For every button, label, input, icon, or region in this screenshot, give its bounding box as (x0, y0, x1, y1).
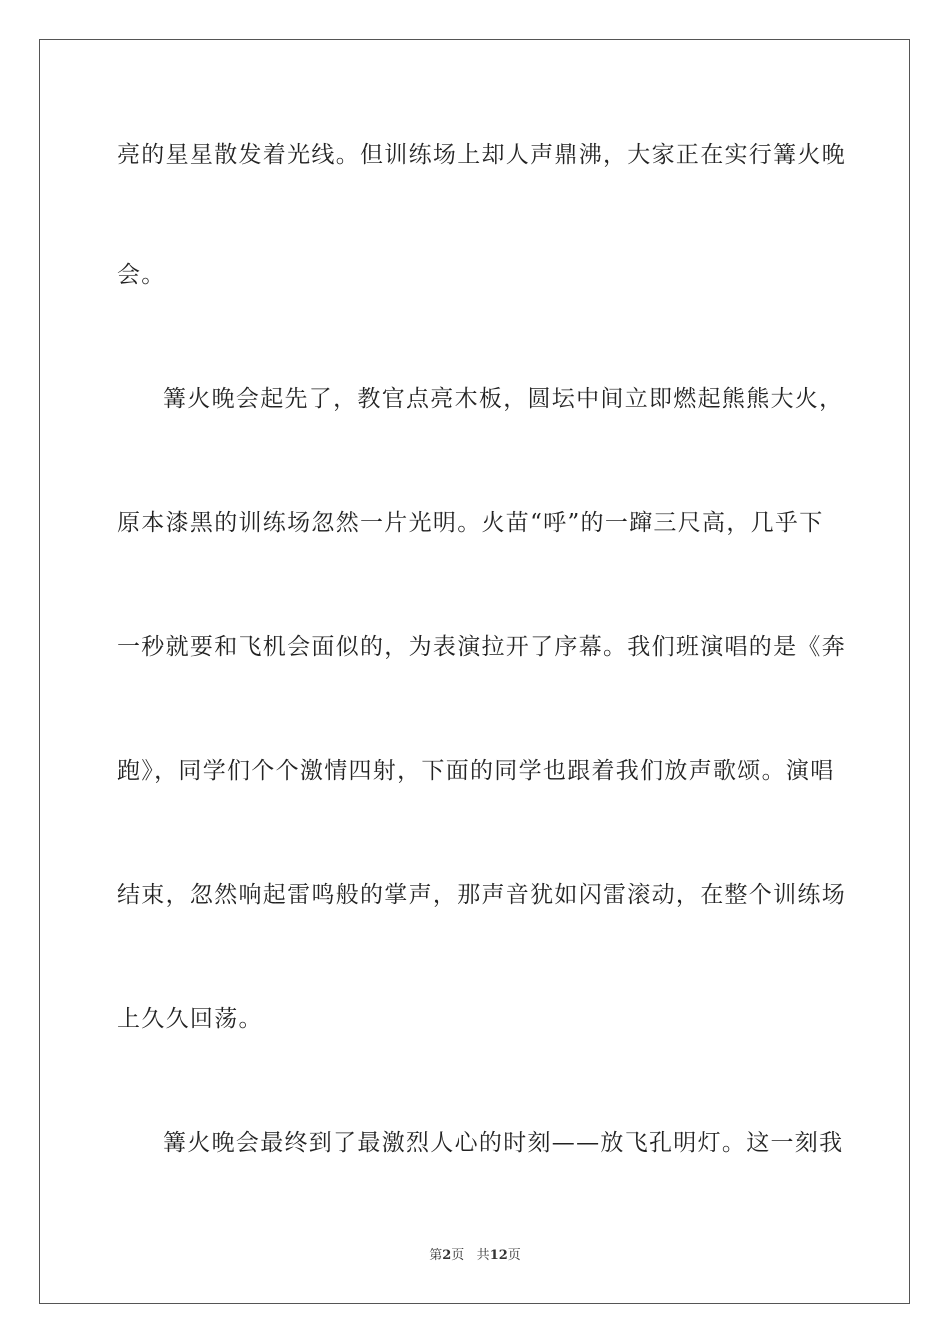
footer-total-pages: 12 (489, 1248, 508, 1263)
footer-page-number: 2 (442, 1248, 452, 1263)
body-text-line: 会。 (117, 262, 166, 288)
body-text-line: 一秒就要和飞机会面似的，为表演拉开了序幕。我们班演唱的是《奔 (117, 634, 846, 660)
footer-total-prefix: 共 (476, 1248, 490, 1263)
body-text-line: 上久久回荡。 (117, 1006, 263, 1032)
body-text-line: 原本漆黑的训练场忽然一片光明。火苗“呼”的一蹿三尺高，几乎下 (117, 510, 824, 536)
paragraph-start-line: 篝火晚会起先了，教官点亮木板，圆坛中间立即燃起熊熊大火， (163, 386, 844, 412)
paragraph-start-line: 篝火晚会最终到了最激烈人心的时刻——放飞孔明灯。这一刻我 (163, 1130, 844, 1156)
page-footer (0, 1247, 950, 1265)
footer-page-prefix: 第 (429, 1248, 443, 1263)
footer-page-suffix: 页 (451, 1248, 465, 1263)
body-text-line: 跑》，同学们个个激情四射，下面的同学也跟着我们放声歌颂。演唱 (117, 758, 835, 784)
footer-total-suffix: 页 (507, 1248, 521, 1263)
body-text-line: 亮的星星散发着光线。但训练场上却人声鼎沸，大家正在实行篝火晚 (117, 142, 846, 168)
page-border (39, 39, 910, 1304)
body-text-line: 结束，忽然响起雷鸣般的掌声，那声音犹如闪雷滚动，在整个训练场 (117, 882, 846, 908)
